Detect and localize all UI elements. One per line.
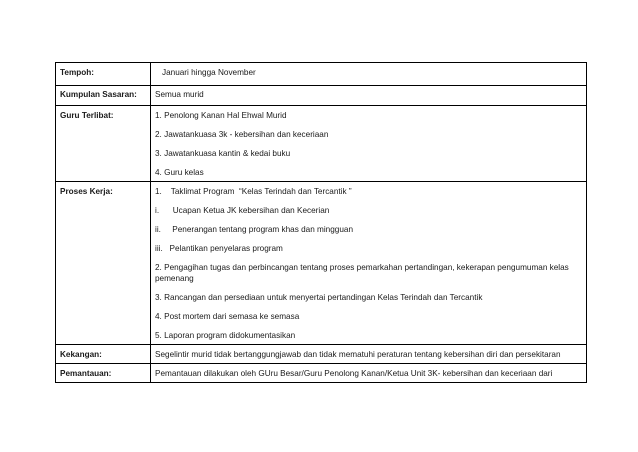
label-guru-terlibat: Guru Terlibat: [56,106,151,182]
proses-subitem-ii: ii. Penerangan tentang program khas dan mingguan [155,225,353,234]
guru-item-4: 4. Guru kelas [155,168,204,177]
guru-item-3: 3. Jawatankuasa kantin & kedai buku [155,149,291,158]
kumpulan-sasaran-text: Semua murid [155,90,204,99]
proses-item-1: 1. Taklimat Program “Kelas Terindah dan Tercantik ” [155,187,352,196]
label-proses-kerja: Proses Kerja: [56,182,151,345]
label-pemantauan: Pemantauan: [56,364,151,383]
value-tempoh [151,63,587,86]
proses-subitem-i: i. Ucapan Ketua JK kebersihan dan Kecerian [155,206,330,215]
value-kekangan [151,345,587,364]
table-row-tempoh [56,63,587,86]
label-tempoh: Tempoh: [56,63,151,86]
pemantauan-text: Pemantauan dilakukan oleh GUru Besar/Guru Penolong Kanan/Ketua Unit 3K- kebersihan dan keceriaan dari [155,369,553,378]
value-proses-kerja [151,182,587,345]
proses-item-2: 2. Pengagihan tugas dan perbincangan tentang proses pemarkahan pertandingan, kekerapan pengumuman kelas pemenang [155,263,569,283]
table-row-proses-kerja [56,182,587,345]
proses-item-4: 4. Post mortem dari semasa ke semasa [155,312,300,321]
table-row-guru-terlibat [56,106,587,182]
label-kekangan: Kekangan: [56,345,151,364]
guru-item-2: 2. Jawatankuasa 3k - kebersihan dan keceriaan [155,130,329,139]
value-guru-terlibat [151,106,587,182]
proses-item-5: 5. Laporan program didokumentasikan [155,331,296,340]
table-row-kumpulan-sasaran [56,86,587,106]
proses-subitem-iii: iii. Pelantikan penyelaras program [155,244,283,253]
proses-item-3: 3. Rancangan dan persediaan untuk menyertai pertandingan Kelas Terindah dan Tercantik [155,293,483,302]
program-details-table [55,62,587,383]
table-row-pemantauan [56,364,587,383]
tempoh-text: Januari hingga November [162,68,256,77]
guru-item-1: 1. Penolong Kanan Hal Ehwal Murid [155,111,287,120]
value-pemantauan [151,364,587,383]
label-kumpulan-sasaran: Kumpulan Sasaran: [56,86,151,106]
kekangan-text: Segelintir murid tidak bertanggungjawab dan tidak mematuhi peraturan tentang kebersihan diri dan persekitaran [155,350,561,359]
value-kumpulan-sasaran [151,86,587,106]
table-row-kekangan [56,345,587,364]
